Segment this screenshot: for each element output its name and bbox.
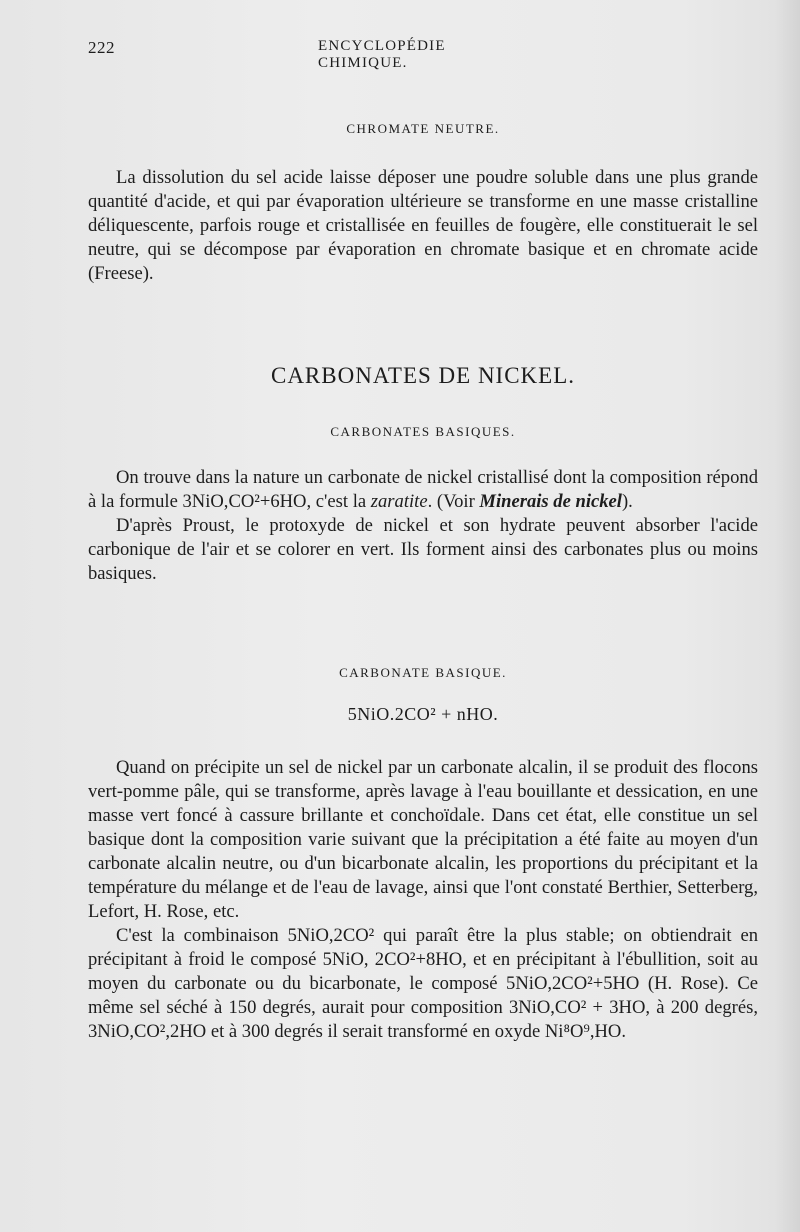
chromate-section bbox=[88, 166, 758, 286]
carbonates-section bbox=[88, 466, 758, 586]
chromate-paragraph: La dissolution du sel acide laisse déposer une poudre soluble dans une plus grande quantité d'acide, et qui par évaporation ultérieure se transforme en une masse cristalline déliquescente, parfois rouge et cristallisée en feuilles de fougère, elle constituerait le sel neutre, qui se décompose par évaporation en chromate basique et en chromate acide (Freese). bbox=[88, 167, 758, 284]
basic-carbonate-section bbox=[88, 756, 758, 1044]
page-edge-shadow bbox=[774, 0, 800, 1232]
proust-paragraph: D'après Proust, le protoxyde de nickel et son hydrate peuvent absorber l'acide carbonique de l'air et se colorer en vert. Ils forment ainsi des carbonates plus ou moins basiques. bbox=[88, 515, 758, 584]
minerais-reference: Minerais de nickel bbox=[479, 491, 622, 512]
basic-carbonate-heading: CARBONATE BASIQUE. bbox=[339, 665, 507, 680]
chromate-heading: CHROMATE NEUTRE. bbox=[346, 121, 500, 136]
carbonates-subheading: CARBONATES BASIQUES. bbox=[330, 424, 516, 439]
page-number: 222 bbox=[88, 38, 115, 57]
carbonates-heading: CARBONATES DE NICKEL. bbox=[270, 363, 576, 388]
zaratite-ref-open: . (Voir bbox=[427, 491, 480, 512]
precipitation-paragraph: Quand on précipite un sel de nickel par un carbonate alcalin, il se produit des flocons vert-pomme pâle, qui se transforme, après lavage à l'eau bouillante et dessication, en une masse vert foncé à cassure brillante et conchoïdale. Dans cet état, elle constitue un sel basique dont la composition varie suivant que la précipitation a été faite au moyen d'un carbonate alcalin neutre, ou d'un bicarbonate alcalin, les proportions du précipitant et la température du mélange et de l'eau de lavage, ainsi que l'ont constaté Berthier, Setterberg, Lefort, H. Rose, etc. bbox=[88, 757, 758, 922]
combination-paragraph: C'est la combinaison 5NiO,2CO² qui paraît être la plus stable; on obtiendrait en précipitant à froid le composé 5NiO, 2CO²+8HO, et en précipitant à l'ébullition, soit au moyen du carbonate ou du bicarbonate, le composé 5NiO,2CO²+5HO (H. Rose). Ce même sel séché à 150 degrés, aurait pour composition 3NiO,CO² + 3HO, à 200 degrés, 3NiO,CO²,2HO et à 300 degrés il serait transformé en oxyde Ni⁸O⁹,HO. bbox=[88, 925, 758, 1042]
zaratite-paragraph bbox=[88, 466, 758, 514]
zaratite-text: On trouve dans la nature un carbonate de nickel cristallisé dont la composition répond à la formule 3NiO,CO²+6HO, c'est la bbox=[88, 467, 758, 512]
basic-carbonate-formula: 5NiO.2CO² + nHO. bbox=[347, 704, 499, 724]
zaratite-ref-close: ). bbox=[621, 491, 633, 512]
running-title: ENCYCLOPÉDIE CHIMIQUE. bbox=[318, 38, 446, 71]
zaratite-term: zaratite bbox=[370, 491, 428, 512]
page-header bbox=[88, 38, 528, 71]
